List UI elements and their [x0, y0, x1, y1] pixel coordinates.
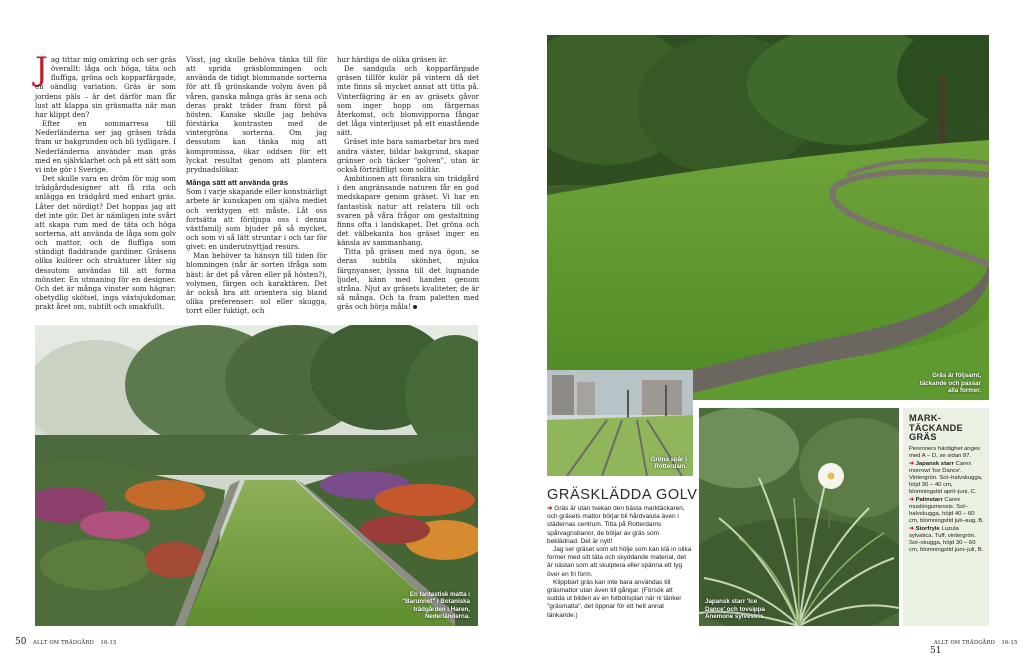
sedge-image	[699, 408, 899, 626]
lawn-path-photo	[547, 35, 989, 400]
arrow-icon: ➜	[909, 525, 914, 532]
feature-paragraph: Klippbart gräs kan inte bara användas till gräsmattor utan även till gångar. (Försök att sudda ut bilden av en fotbollsplan när ni tänker "gräsmatta", det öppnar för ett helt annat tänkande.)	[547, 578, 682, 619]
body-paragraph: ag tittar mig omkring och ser gräs överallt: låga och höga, täta och fluffiga, gröna och kopparfärgade, en oändlig variation. Gräs är som jordens päls – är det därför man får lust att klappa sin gräsmatta när man har klippt den?	[35, 55, 176, 119]
sidebar-item-name: Storfryle	[915, 525, 940, 532]
sidebar-item	[909, 497, 984, 525]
sedge-photo-caption: Japansk starr 'Ice Dance' och tovsippa Anemone sylvestris.	[705, 598, 766, 620]
drop-cap: J	[35, 50, 48, 88]
article-column-3	[337, 55, 479, 311]
magazine-name-left: ALLT OM TRÄDGÅRD	[33, 640, 94, 646]
sidebar-item-desc: Carex morrowi 'Ice Dance'. Vintergrön. Sol–halvskugga, höjd 30 – 40 cm, blomningstid april–juni, C.	[909, 460, 983, 495]
issue-left: 16-15	[100, 640, 117, 646]
left-folio	[15, 637, 120, 647]
tram-photo-caption: Gröna spår i Rotterdam.	[650, 455, 687, 470]
subheading: Många sätt att använda gräs	[186, 178, 289, 188]
body-paragraph: De sandgula och kopparfärgade gräsen tillför kulör på vintern då det inte finns så mycket annat att titta på. Vinterfägring är en av gräsets gåvor som inger hopp om färgernas återkomst, och blomvipporna fångar det låga vinterljuset på ett enastående sätt.	[337, 64, 479, 138]
sidebar-item-name: Japansk starr	[915, 460, 954, 467]
feature-paragraph: Gräs är utan tvekan den bästa marktäckaren, och gräsets mattor börjar bli hårdvaluta även i städernas centrum. Titta på Rotterdams spårvagnsbanor, de böljar av gräs som beklädnad. Det är nytt!	[547, 505, 685, 545]
tram-track-photo	[547, 370, 693, 476]
body-paragraph: Visst, jag skulle behöva tänka till för att sprida gräsblomningen och använda de tidigt blommande sorterna för att få grönskande volym även på våren, ganska många gräs är sena och deras prakt träder fram först på hösten. Kanske skulle jag behöva förstärka kontrasten med de vintergröna sorterna. Om jag dessutom kan tänka mig att kompromissa, ökar oddsen för ett lyckat resultat genom att plantera prydnadslökar.	[186, 55, 327, 174]
body-paragraph: Efter en sommarresa till Nederländerna ser jag gräsen träda fram ur bakgrunden och bli tydligare. I Nederländerna använder man gräs med en självklarhet och på ett sätt som vi inte gör i Sverige.	[35, 119, 176, 174]
body-paragraph: Ambitionen att förankra sin trädgård i den angränsande naturen får en god medskapare genom gräset. Vi har en fantastisk natur att relatera till och svaren på våra frågor om gestaltning finns ofta i landskapet. Det gröna och det välbekanta hos gräset inger en känsla av sammanhang.	[337, 174, 479, 248]
body-paragraph: Man behöver ta hänsyn till tiden för blomningen (når är sorten ifråga som bäst: är det på våren eller på hösten?), volymen, färgen och karaktären. Det är också bra att orientera sig bland olika preferenser: sol eller skugga, torrt eller fuktigt, och	[186, 251, 327, 316]
sidebar-item	[909, 526, 984, 554]
body-paragraph: hur härdiga de olika gräsen är.	[337, 55, 448, 64]
magazine-name-right: ALLT OM TRÄDGÅRD	[934, 640, 995, 646]
garden-photo-caption: En fantastisk matta i "Barunnet" i Botaniska trädgården i Haren, Nederländerna.	[402, 591, 470, 620]
article-column-2	[186, 55, 327, 315]
right-folio	[930, 637, 1024, 656]
feature-body	[547, 505, 692, 620]
article-column-1	[35, 50, 176, 312]
body-paragraph: Gräset inte bara samarbetar bra med andra växter, bildar bakgrund, skapar gränser och täcker "golven", utan är också förträffligt som solitär.	[337, 137, 479, 174]
page-number-left: 50	[15, 637, 27, 647]
arrow-icon: ➜	[547, 505, 553, 512]
end-mark-icon	[413, 305, 417, 309]
issue-right: 16-15	[1001, 640, 1018, 646]
sidebar-item-name: Palmstarr	[915, 496, 943, 503]
sidebar-title: MARK-TÄCKANDE GRÄS	[909, 413, 963, 443]
sidebar-item-desc: Luzula sylvatica. Tuff, vintergrön. Sol–skugga, höjd 30 – 60 cm, blomningstid juni–juli, B.	[909, 525, 984, 553]
sidebar-intro: Perenners härdighet anges med A – D, se sidan 87.	[909, 445, 981, 459]
arrow-icon: ➜	[909, 496, 914, 503]
groundcover-sidebar	[903, 408, 989, 626]
body-paragraph: Som i varje skapande eller konstnärligt arbete är kunskapen om själva mediet och verktygen ett måste. Låt oss fortsätta att fördjupa oss i denna växtfamilj som bjuder på så mycket, och som vi så lätt struntar i och tar för givet: en underutnyttjad resurs.	[186, 187, 327, 252]
sidebar-item-desc: Carex muskingumensis. Sol–halvskugga, höjd 40 – 60 cm, blomningstid juli–aug, B.	[909, 496, 984, 524]
sidebar-item	[909, 461, 984, 496]
garden-photo-image	[35, 325, 478, 626]
lawn-path-image	[547, 35, 989, 400]
feature-paragraph: Jag ser gräset som ett hölje som kan klä in olika former med sitt täta och skyddande material, det är nästan som att skulptera eller spänna ett tyg över en fri form.	[547, 546, 692, 578]
arrow-icon: ➜	[909, 460, 914, 467]
lawn-photo-caption: Gräs är följsamt, täckande och passar alla former.	[919, 372, 981, 394]
body-paragraph: Titta på gräsen med nya ögon, se deras subtila skönhet, mjuka färgnyanser, lyssna till det lugnande ljudet, känn med handen genom stråna. Njut av gräsets kvaliteter, de är så många. Och ta fram paletten med gräs och börja måla!	[337, 247, 479, 312]
garden-photo	[35, 325, 478, 626]
sedge-photo	[699, 408, 899, 626]
feature-title: GRÄSKLÄDDA GOLV	[547, 487, 698, 503]
page-number-right: 51	[930, 646, 942, 656]
body-paragraph: Det skulle vara en dröm för mig som trädgårdsdesigner att få rita och anlägga en trädgård med enbart gräs. Låter det nördigt? Det hoppas jag att det inte gör. Det är nämligen inte svårt att skapa rum med de täta och höga sorterna, att använda de låga som golv och mattor, och de fluffiga som ständigt fladdrande gardiner. Gräsens olika kulörer och strukturer låter sig dessutom användas till att forma mönster. En utmaning för en designer. Och det är många vinster som hägrar: obetydlig skötsel, inga växtsjukdomar, prakt året om, subtilt och smakfullt.	[35, 174, 176, 312]
